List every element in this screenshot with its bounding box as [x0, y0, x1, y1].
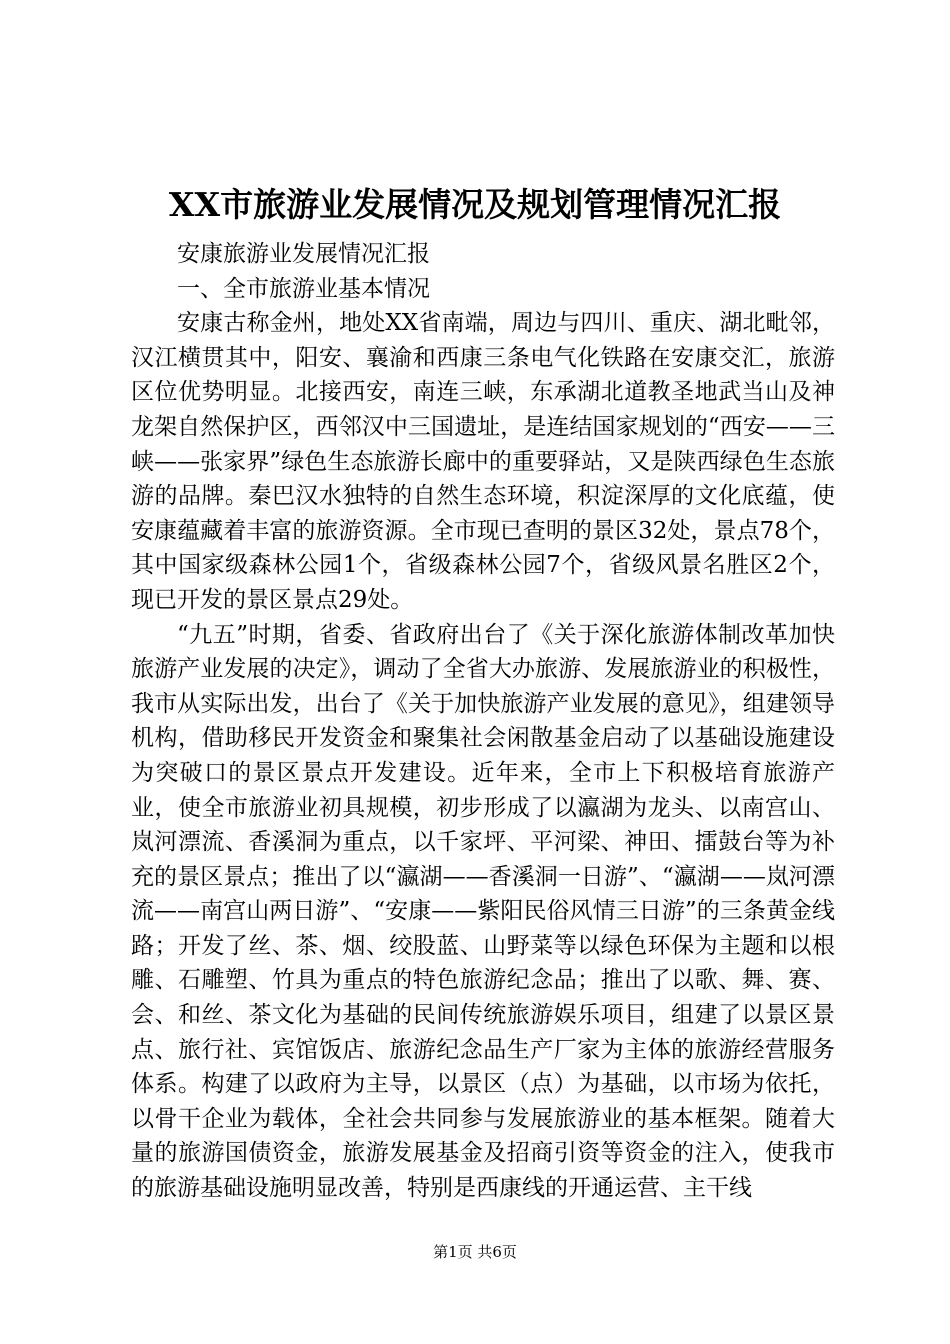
- paragraph-section-heading: 一、全市旅游业基本情况: [177, 275, 430, 302]
- document-body: [131, 237, 835, 1206]
- page-number: 第1页 共6页: [433, 1243, 517, 1261]
- paragraph-subtitle: 安康旅游业发展情况汇报: [177, 241, 430, 267]
- paragraph-body-2: “九五”时期，省委、省政府出台了《关于深化旅游体制改革加快旅游产业发展的决定》，调动了全省大办旅游、发展旅游业的积极性，我市从实际出发，出台了《关于加快旅游产业发展的意见》，组建领导机构，借助移民开发资金和聚集社会闲散基金启动了以基础设施建设为突破口的景区景点开发建设。近年来，全市上下积极培育旅游产业，使全市旅游业初具规模，初步形成了以瀛湖为龙头、以南宫山、岚河漂流、香溪洞为重点，以千家坪、平河梁、神田、擂鼓台等为补充的景区景点；推出了以“瀛湖——香溪洞一日游”、“瀛湖——岚河漂流——南宫山两日游”、“安康——紫阳民俗风情三日游”的三条黄金线路；开发了丝、茶、烟、绞股蓝、山野菜等以绿色环保为主题和以根雕、石雕塑、竹具为重点的特色旅游纪念品；推出了以歌、舞、赛、会、和丝、茶文化为基础的民间传统旅游娱乐项目，组建了以景区景点、旅行社、宾馆饭店、旅游纪念品生产厂家为主体的旅游经营服务体系。构建了以政府为主导，以景区（点）为基础，以市场为依托，以骨干企业为载体，全社会共同参与发展旅游业的基本框架。随着大量的旅游国债资金，旅游发展基金及招商引资等资金的注入，使我市的旅游基础设施明显改善，特别是西康线的开通运营、主干线: [131, 621, 835, 1202]
- document-title: XX市旅游业发展情况及规划管理情况汇报: [168, 185, 782, 224]
- paragraph-body-1: 安康古称金州，地处XX省南端，周边与四川、重庆、湖北毗邻，汉江横贯其中，阳安、襄渝和西康三条电气化铁路在安康交汇，旅游区位优势明显。北接西安，南连三峡，东承湖北道教圣地武当山及神龙架自然保护区，西邻汉中三国遗址，是连结国家规划的“西安——三峡——张家界”绿色生态旅游长廊中的重要驿站，又是陕西绿色生态旅游的品牌。秦巴汉水独特的自然生态环境，积淀深厚的文化底蕴，使安康蕴藏着丰富的旅游资源。全市现已查明的景区32处，景点78个，其中国家级森林公园1个，省级森林公园7个，省级风景名胜区2个，现已开发的景区景点29处。: [131, 310, 835, 613]
